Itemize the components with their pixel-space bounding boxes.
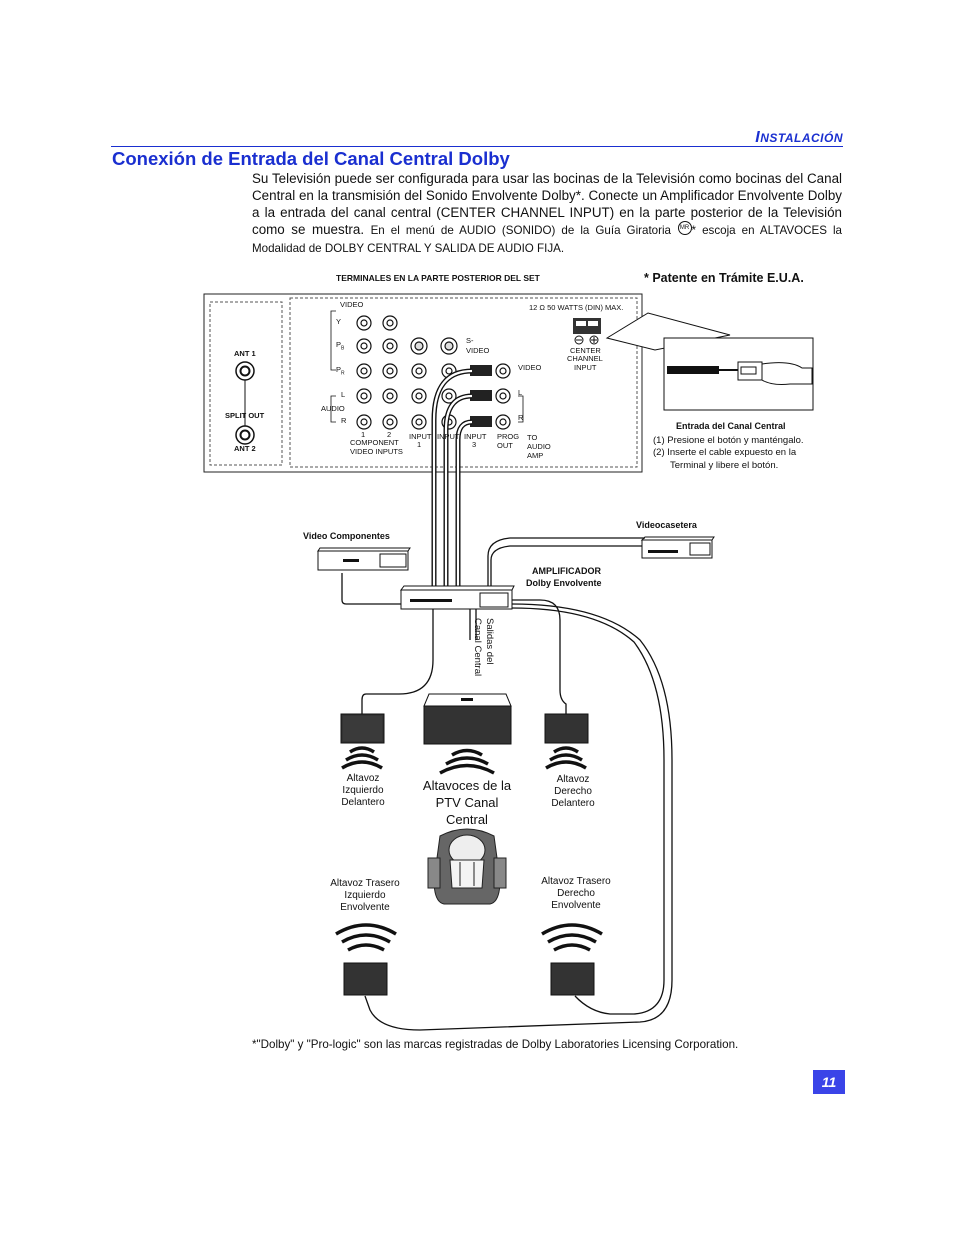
entrada-step2a: (2) Inserte el cable expuesto en la [653, 447, 797, 458]
front-right-line3: Delantero [551, 798, 595, 809]
page-number: 11 [813, 1070, 845, 1094]
ptv-line3: Central [446, 812, 488, 827]
pb-letter: P [336, 340, 342, 349]
l-right-label: L [518, 388, 523, 397]
ant1-label: ANT 1 [234, 349, 256, 358]
mr-badge: MR [678, 221, 692, 235]
intro-text: Su Televisión puede ser configurada para usar las bocinas de la Televisión como bocinas del Canal Central en la transmisión del Sonido Envolvente Dolby*. Conecte un Amplificador Envolvente Dolby a la entrada del canal central (CENTER CHANNEL INPUT) en la parte posterior de la Televisión como se muestra. [252, 171, 842, 237]
r-label: R [341, 416, 347, 425]
center-label-a: CENTER [570, 346, 601, 355]
trademark-footnote: *"Dolby" y "Pro-logic" son las marcas registradas de Dolby Laboratories Licensing Corporation. [252, 1038, 739, 1051]
component-label-a: COMPONENT [350, 438, 399, 447]
front-left-caption [322, 773, 404, 809]
section-heading-initial: I [755, 129, 761, 146]
pb-label [336, 341, 344, 353]
menu-instruction-b: * escoja en ALTAVOCES la Modalidad de DOLBY CENTRAL Y SALIDA DE AUDIO FIJA. [252, 224, 842, 255]
prog-label-a: PROG [497, 432, 520, 441]
input1-label-a: INPUT [409, 432, 432, 441]
watts-label: 12 Ω 50 WATTS (DIN) MAX. [529, 303, 624, 312]
videocasetera-label: Videocasetera [636, 520, 697, 530]
split-out-label: SPLIT OUT [225, 411, 265, 420]
video-label: VIDEO [340, 300, 364, 309]
ptv-line2: PTV Canal [435, 795, 499, 810]
input3-label-a: INPUT [464, 432, 487, 441]
front-right-speaker [545, 714, 588, 743]
listener-chair [428, 829, 506, 904]
rear-left-line3: Envolvente [340, 902, 390, 913]
y-label: Y [336, 317, 342, 326]
salidas-label-a: Salidas del [484, 618, 495, 665]
pr-label [336, 366, 345, 378]
to-amp-label-b: AUDIO [527, 442, 551, 451]
rca-plugs [470, 365, 492, 427]
entrada-step1: (1) Presione el botón y manténgalo. [653, 435, 804, 446]
rear-right-line1: Altavoz Trasero [541, 876, 611, 887]
rear-left-caption [315, 878, 415, 914]
svideo-label-a: S- [466, 336, 474, 345]
center-label-c: INPUT [574, 363, 597, 372]
rear-right-speaker [551, 963, 594, 995]
front-right-line1: Altavoz [556, 774, 590, 785]
ptv-caption [412, 777, 522, 828]
front-right-line2: Derecho [554, 786, 592, 797]
ant2-connector [236, 426, 254, 444]
num2-label: 2 [387, 430, 392, 439]
audio-label: AUDIO [321, 404, 345, 413]
ptv-line1: Altavoces de la [422, 778, 512, 793]
prog-label-b: OUT [497, 441, 513, 450]
to-amp-label-a: TO [527, 433, 538, 442]
salidas-label-b: Canal Central [472, 618, 483, 677]
amplifier-device [401, 586, 514, 609]
rear-right-line3: Envolvente [551, 900, 601, 911]
input3-label-b: 3 [472, 440, 477, 449]
rear-left-line1: Altavoz Trasero [330, 878, 400, 889]
rear-right-caption [526, 876, 626, 912]
rear-left-line2: Izquierdo [344, 890, 386, 901]
r-right-label: R [518, 413, 524, 422]
front-left-line2: Izquierdo [342, 785, 384, 796]
center-label-b: CHANNEL [567, 354, 603, 363]
front-left-line1: Altavoz [346, 773, 380, 784]
panel-title: TERMINALES EN LA PARTE POSTERIOR DEL SET [336, 273, 540, 283]
to-amp-label-c: AMP [527, 451, 544, 460]
front-right-caption [532, 774, 614, 810]
pb-sub: B [341, 345, 345, 352]
ant1-connector [236, 362, 254, 380]
l-label: L [341, 390, 346, 399]
video-right-label: VIDEO [518, 363, 542, 372]
page-title: Conexión de Entrada del Canal Central Dolby [112, 148, 510, 169]
ptv-center-speaker [424, 694, 511, 744]
section-heading-rest: NSTALACIÓN [760, 131, 843, 145]
pr-letter: P [336, 365, 342, 374]
video-componentes-label: Video Componentes [303, 531, 390, 541]
svideo-label-b: VIDEO [466, 346, 490, 355]
component-video-device [318, 548, 410, 570]
patent-note: * Patente en Trámite E.U.A. [644, 271, 804, 285]
patent-text: * Patente en Trámite E.U.A [644, 271, 801, 285]
front-left-line3: Delantero [341, 797, 385, 808]
entrada-step2b: Terminal y libere el botón. [670, 460, 779, 471]
front-left-speaker [341, 714, 384, 743]
vcr-device [642, 537, 714, 558]
entrada-title: Entrada del Canal Central [676, 421, 786, 431]
rear-right-line2: Derecho [557, 888, 595, 899]
rear-left-speaker [344, 963, 387, 995]
input1-label-b: 1 [417, 440, 422, 449]
component-label-b: VIDEO INPUTS [350, 447, 403, 456]
menu-instruction-a: En el menú de AUDIO (SONIDO) de la Guía Giratoria [370, 224, 672, 237]
input2-label: INPUT [437, 432, 460, 441]
num1-label: 1 [361, 430, 366, 439]
ant2-label: ANT 2 [234, 444, 256, 453]
pr-sub: R [341, 370, 345, 377]
amplificador-label-b: Dolby Envolvente [526, 578, 602, 588]
amplificador-label-a: AMPLIFICADOR [532, 566, 601, 576]
